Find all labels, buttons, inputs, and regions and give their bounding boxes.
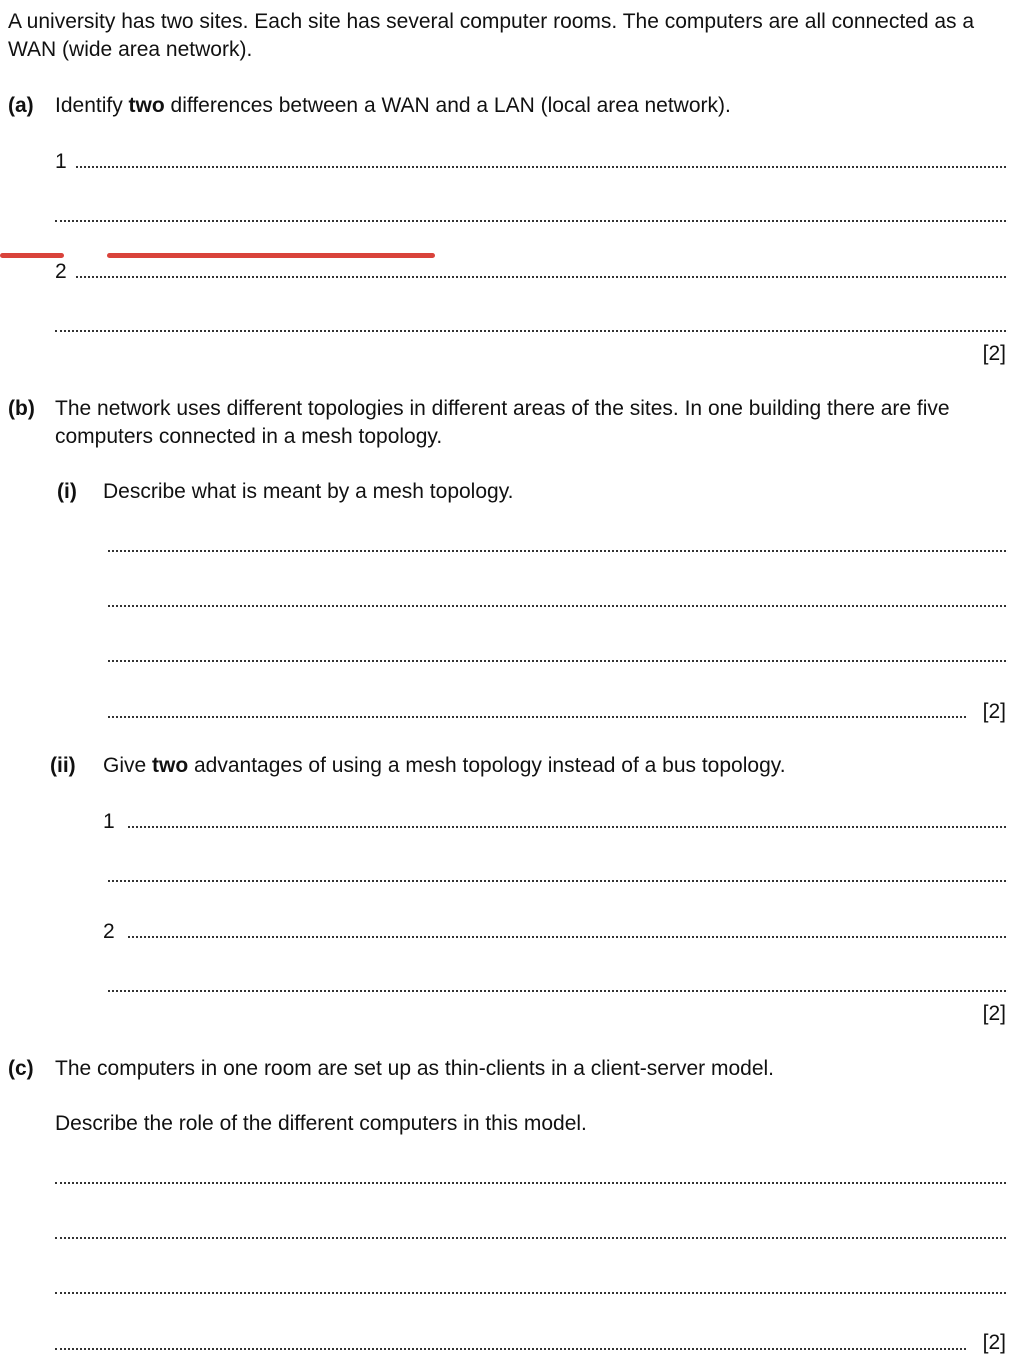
answer-b-i-line-3[interactable] bbox=[108, 660, 1006, 662]
answer-b-ii-line-4[interactable] bbox=[108, 990, 1006, 992]
question-b-ii-marks: [2] bbox=[982, 1002, 1006, 1025]
answer-b-ii-item-1-number: 1 bbox=[103, 810, 115, 833]
question-a-text-bold: two bbox=[128, 94, 165, 117]
red-annotation-stroke-right bbox=[107, 253, 435, 258]
question-c-prompt: Describe the role of the different computers in this model. bbox=[55, 1112, 587, 1135]
answer-b-i-line-1[interactable] bbox=[108, 550, 1006, 552]
question-b-ii-text bbox=[103, 752, 786, 780]
answer-c-line-1[interactable] bbox=[55, 1182, 1006, 1184]
answer-b-i-line-2[interactable] bbox=[108, 605, 1006, 607]
answer-a-line-4[interactable] bbox=[55, 330, 1006, 332]
question-a-text bbox=[55, 92, 731, 120]
question-b-ii-text-pre: Give bbox=[103, 754, 153, 777]
answer-b-ii-line-2[interactable] bbox=[108, 880, 1006, 882]
answer-a-line-3[interactable] bbox=[76, 276, 1006, 278]
answer-a-line-1[interactable] bbox=[76, 166, 1006, 168]
answer-c-line-2[interactable] bbox=[55, 1237, 1006, 1239]
question-b-i-text: Describe what is meant by a mesh topology. bbox=[103, 480, 514, 503]
answer-a-item-2-number: 2 bbox=[55, 260, 67, 283]
answer-b-ii-line-3[interactable] bbox=[128, 936, 1006, 938]
answer-b-ii-line-1[interactable] bbox=[128, 826, 1006, 828]
question-b-i-label: (i) bbox=[57, 480, 77, 503]
question-a-text-pre: Identify bbox=[55, 94, 129, 117]
question-c-label: (c) bbox=[8, 1057, 34, 1080]
question-a-marks: [2] bbox=[982, 342, 1006, 365]
question-c-text: The computers in one room are set up as thin-clients in a client-server model. bbox=[55, 1057, 774, 1080]
question-a-label: (a) bbox=[8, 94, 34, 117]
answer-c-line-4[interactable] bbox=[55, 1348, 966, 1350]
answer-b-i-line-4[interactable] bbox=[108, 716, 966, 718]
answer-c-line-3[interactable] bbox=[55, 1292, 1006, 1294]
intro-text: A university has two sites. Each site has several computer rooms. The computers are all connected as a WAN (wide area network). bbox=[8, 10, 975, 61]
question-a-text-post: differences between a WAN and a LAN (local area network). bbox=[164, 94, 731, 117]
question-b-ii-text-bold: two bbox=[152, 754, 189, 777]
answer-a-line-2[interactable] bbox=[55, 220, 1006, 222]
question-b-i-marks: [2] bbox=[982, 700, 1006, 723]
question-c-marks: [2] bbox=[982, 1331, 1006, 1354]
question-b-ii-label: (ii) bbox=[50, 754, 76, 777]
answer-b-ii-item-2-number: 2 bbox=[103, 920, 115, 943]
question-b-label-text: (b) bbox=[8, 397, 35, 420]
question-b-ii-text-post: advantages of using a mesh topology instead of a bus topology. bbox=[188, 754, 786, 777]
answer-a-item-1-number: 1 bbox=[55, 150, 67, 173]
question-b-text: The network uses different topologies in different areas of the sites. In one building there are five computers connected in a mesh topology. bbox=[55, 397, 950, 448]
